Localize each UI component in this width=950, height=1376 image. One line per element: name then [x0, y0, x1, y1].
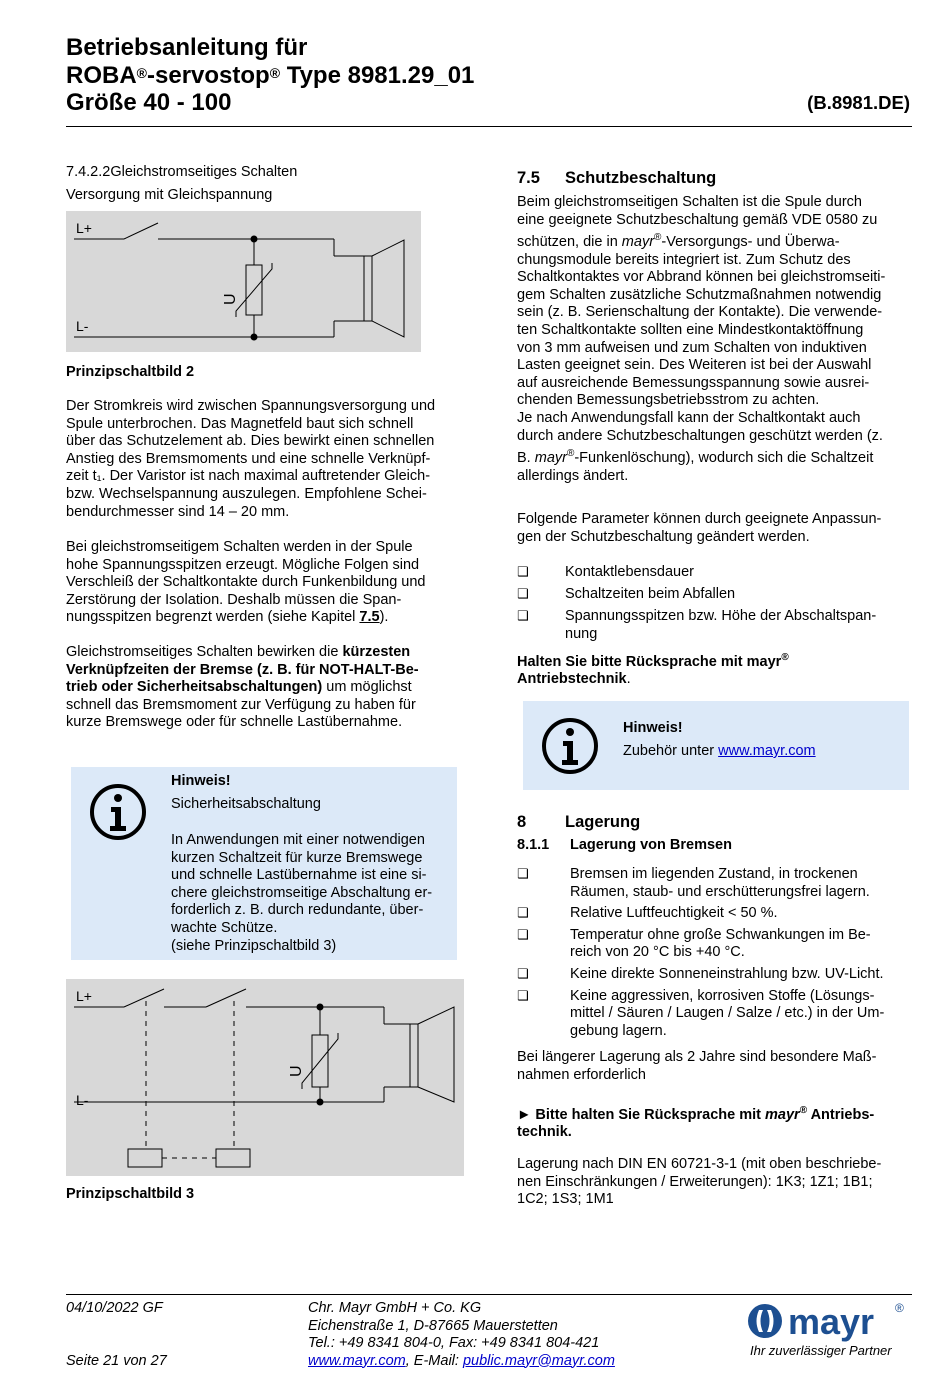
section-number: 7.4.2.2: [66, 164, 111, 180]
list-item: ❑ Schaltzeiten beim Abfallen: [517, 586, 736, 602]
chapter-link-7-5[interactable]: 7.5: [359, 609, 380, 626]
paragraph-1: Der Stromkreis wird zwischen Spannungsversorgung und Spule unterbrochen. Das Magnetfeld baut sich schnell über das Schutzelement ab. Dies bewirkt einen schnellen Anstieg des Bremsmoments und eine schnelle Verknüpf- zeit t₁. Der Varistor ist nach maximal auftretender Gleich- bzw. Wechselspannung auszulegen. Empfohlene Schei- bendurchmesser sind 14 – 20 mm.: [66, 398, 436, 520]
l-plus-label: L+: [76, 988, 92, 1004]
title-line-1: Betriebsanleitung für: [66, 34, 308, 61]
note-title: Hinweis!: [171, 773, 231, 789]
checkbox-icon: ❑: [517, 565, 529, 580]
paragraph-3: Gleichstromseitiges Schalten bewirken die kürzesten Verknüpfzeiten der Bremse (z. B. für NOT-HALT-Be- trieb oder Sicherheitsabschaltungen) um möglichst schnell das Bremsmoment zur Verfügung zu haben für kurze Bremswege oder für schnelle Lastübernahme.: [66, 644, 419, 731]
parameters-intro: Folgende Parameter können durch geeignete Anpassun- gen der Schutzbeschaltung geändert werden.: [517, 511, 882, 545]
company-name: Chr. Mayr GmbH + Co. KG: [308, 1300, 482, 1316]
company-phone: Tel.: +49 8341 804-0, Fax: +49 8341 804-421: [308, 1335, 600, 1351]
list-item: ❑ Bremsen im liegenden Zustand, in trockenen Räumen, staub- und erschütterungsfrei lagern.: [517, 866, 870, 900]
checkbox-icon: ❑: [517, 587, 529, 602]
l-minus-label: L-: [76, 318, 89, 334]
company-address: Eichenstraße 1, D-87665 Mauerstetten: [308, 1317, 558, 1334]
accessory-note-box: [523, 701, 909, 790]
parameter-list: [517, 564, 910, 643]
title-line-2: ROBA®-servostop® Type 8981.29_01: [66, 61, 475, 89]
info-icon: [541, 717, 599, 775]
checkbox-icon: ❑: [517, 867, 529, 882]
contact-mayr-text: Halten Sie bitte Rücksprache mit mayr® Antriebstechnik.: [517, 652, 789, 688]
section-title: Gleichstromseitiges Schalten: [110, 164, 298, 180]
circuit-diagram-2-svg: [66, 211, 421, 352]
footer-address-block: Chr. Mayr GmbH + Co. KG Eichenstraße 1, D-87665 Mauerstetten Tel.: +49 8341 804-0, Fax: +49 8341 804-421 www.mayr.com, E-Mail: public.mayr@mayr.com: [308, 1300, 615, 1369]
logo-tagline: Ihr zuverlässiger Partner: [750, 1343, 892, 1358]
footer-date: 04/10/2022 GF: [66, 1300, 163, 1316]
title-line-3: Größe 40 - 100: [66, 89, 232, 116]
checkbox-icon: ❑: [517, 609, 529, 624]
footer-email-link[interactable]: public.mayr@mayr.com: [462, 1352, 615, 1369]
note-text: Zubehör unter www.mayr.com: [623, 743, 816, 759]
checkbox-icon: ❑: [517, 966, 529, 982]
checkbox-icon: ❑: [517, 927, 529, 943]
document-code: (B.8981.DE): [807, 92, 910, 113]
long-storage-paragraph: Bei längerer Lagerung als 2 Jahre sind besondere Maß- nahmen erforderlich: [517, 1049, 877, 1083]
logo-wordmark: mayr: [788, 1301, 875, 1342]
l-minus-label: L-: [76, 1092, 89, 1108]
note-subtitle: Sicherheitsabschaltung: [171, 796, 321, 812]
l-plus-label: L+: [76, 220, 92, 236]
list-item: ❑ Spannungsspitzen bzw. Höhe der Abschaltspan- nung: [517, 608, 877, 642]
protective-circuit-paragraph: Beim gleichstromseitigen Schalten ist die Spule durch eine geeignete Schutzbeschaltung gemäß VDE 0580 zu schützen, die in mayr®-Versorgungs- und Überwa- chungsmodule bereits integriert ist. Zum Schutz des Schaltkontaktes vor Abbrand können bei gleichstromseiti- gem Schalten zusätzliche Schutzmaßnahmen notwendig sein (z. B. Serienschaltung der Kontakte). Die verwende- ten Schaltkontakte sollten eine Mindestkontaktöffnung von 3 mm aufweisen und zum Schalten von induktiven Lasten geeignet sein. Des Weiteren ist bei der Auswahl auf ausreichende Bemessungsspannung sowie ausrei- chenden Bemessungsbetriebsstrom zu achten. Je nach Anwendungsfall kann der Schaltkontakt auch durch andere Schutzbeschaltungen geschützt werden (z. B. mayr®-Funkenlöschung), wodurch sich die Schaltzeit allerdings ändert.: [517, 194, 886, 484]
list-item: ❑ Kontaktlebensdauer: [517, 564, 694, 580]
section-7422-heading: [66, 164, 458, 182]
section-8-1-1-heading: 8.1.1 Lagerung von Bremsen: [517, 837, 732, 853]
contact-arrow-note: ► Bitte halten Sie Rücksprache mit mayr® Antriebs- technik.: [517, 1105, 875, 1141]
header-rule: [66, 126, 912, 127]
circuit-diagram-2: [66, 211, 421, 352]
circuit-diagram-3-svg: [66, 979, 464, 1176]
mayr-website-link[interactable]: www.mayr.com: [718, 743, 816, 759]
note-title: Hinweis!: [623, 720, 683, 736]
storage-list: [517, 866, 910, 1040]
footer-page-number: Seite 21 von 27: [66, 1353, 167, 1369]
footer-rule: [66, 1294, 912, 1295]
caption-diagram-3: Prinzipschaltbild 3: [66, 1186, 195, 1202]
section-subtitle: Versorgung mit Gleichspannung: [66, 187, 273, 203]
checkbox-icon: ❑: [517, 988, 529, 1004]
document-title: [66, 34, 474, 117]
section-8-heading: 8 Lagerung: [517, 813, 641, 831]
note-body: In Anwendungen mit einer notwendigen kurzen Schaltzeit für kurze Bremswege und schnelle Lastübernahme ist eine si- chere gleichstromseitige Abschaltung er- forderlich z. B. durch redundante, über- wachte Schütze. (siehe Prinzipschaltbild 3): [171, 832, 433, 954]
footer-website-link[interactable]: www.mayr.com: [308, 1352, 406, 1369]
list-item: ❑ Relative Luftfeuchtigkeit < 50 %.: [517, 905, 778, 922]
caption-diagram-2: Prinzipschaltbild 2: [66, 364, 195, 380]
mayr-logo: [746, 1300, 910, 1344]
din-storage-paragraph: Lagerung nach DIN EN 60721-3-1 (mit oben beschriebe- nen Einschränkungen / Erweiterungen): 1K3; 1Z1; 1B1; 1C2; 1S3; 1M1: [517, 1156, 882, 1208]
section-7-5-heading: 7.5 Schutzbeschaltung: [517, 169, 717, 187]
mayr-logo-svg: [746, 1300, 910, 1344]
list-item: ❑ Keine direkte Sonneneinstrahlung bzw. UV-Licht.: [517, 965, 884, 982]
info-icon: [89, 783, 147, 841]
list-item: ❑ Keine aggressiven, korrosiven Stoffe (Lösungs- mittel / Säuren / Laugen / Salze / etc.) in der Um- gebung lagern.: [517, 987, 885, 1039]
voltage-symbol: U: [288, 1065, 305, 1077]
circuit-diagram-3: [66, 979, 464, 1176]
paragraph-2: Bei gleichstromseitigem Schalten werden in der Spule hohe Spannungsspitzen erzeugt. Mögliche Folgen sind Verschleiß der Schaltkontakte durch Funkenbildung und Zerstörung der Isolation. Deshalb müssen die Span- nungsspitzen begrenzt werden (siehe Kapitel 7.5).: [66, 539, 426, 626]
logo-registered-mark: ®: [895, 1301, 904, 1315]
checkbox-icon: ❑: [517, 906, 529, 922]
voltage-symbol: U: [222, 293, 239, 305]
list-item: ❑ Temperatur ohne große Schwankungen im Be- reich von 20 °C bis +40 °C.: [517, 926, 871, 961]
safety-note-box: [71, 767, 457, 960]
